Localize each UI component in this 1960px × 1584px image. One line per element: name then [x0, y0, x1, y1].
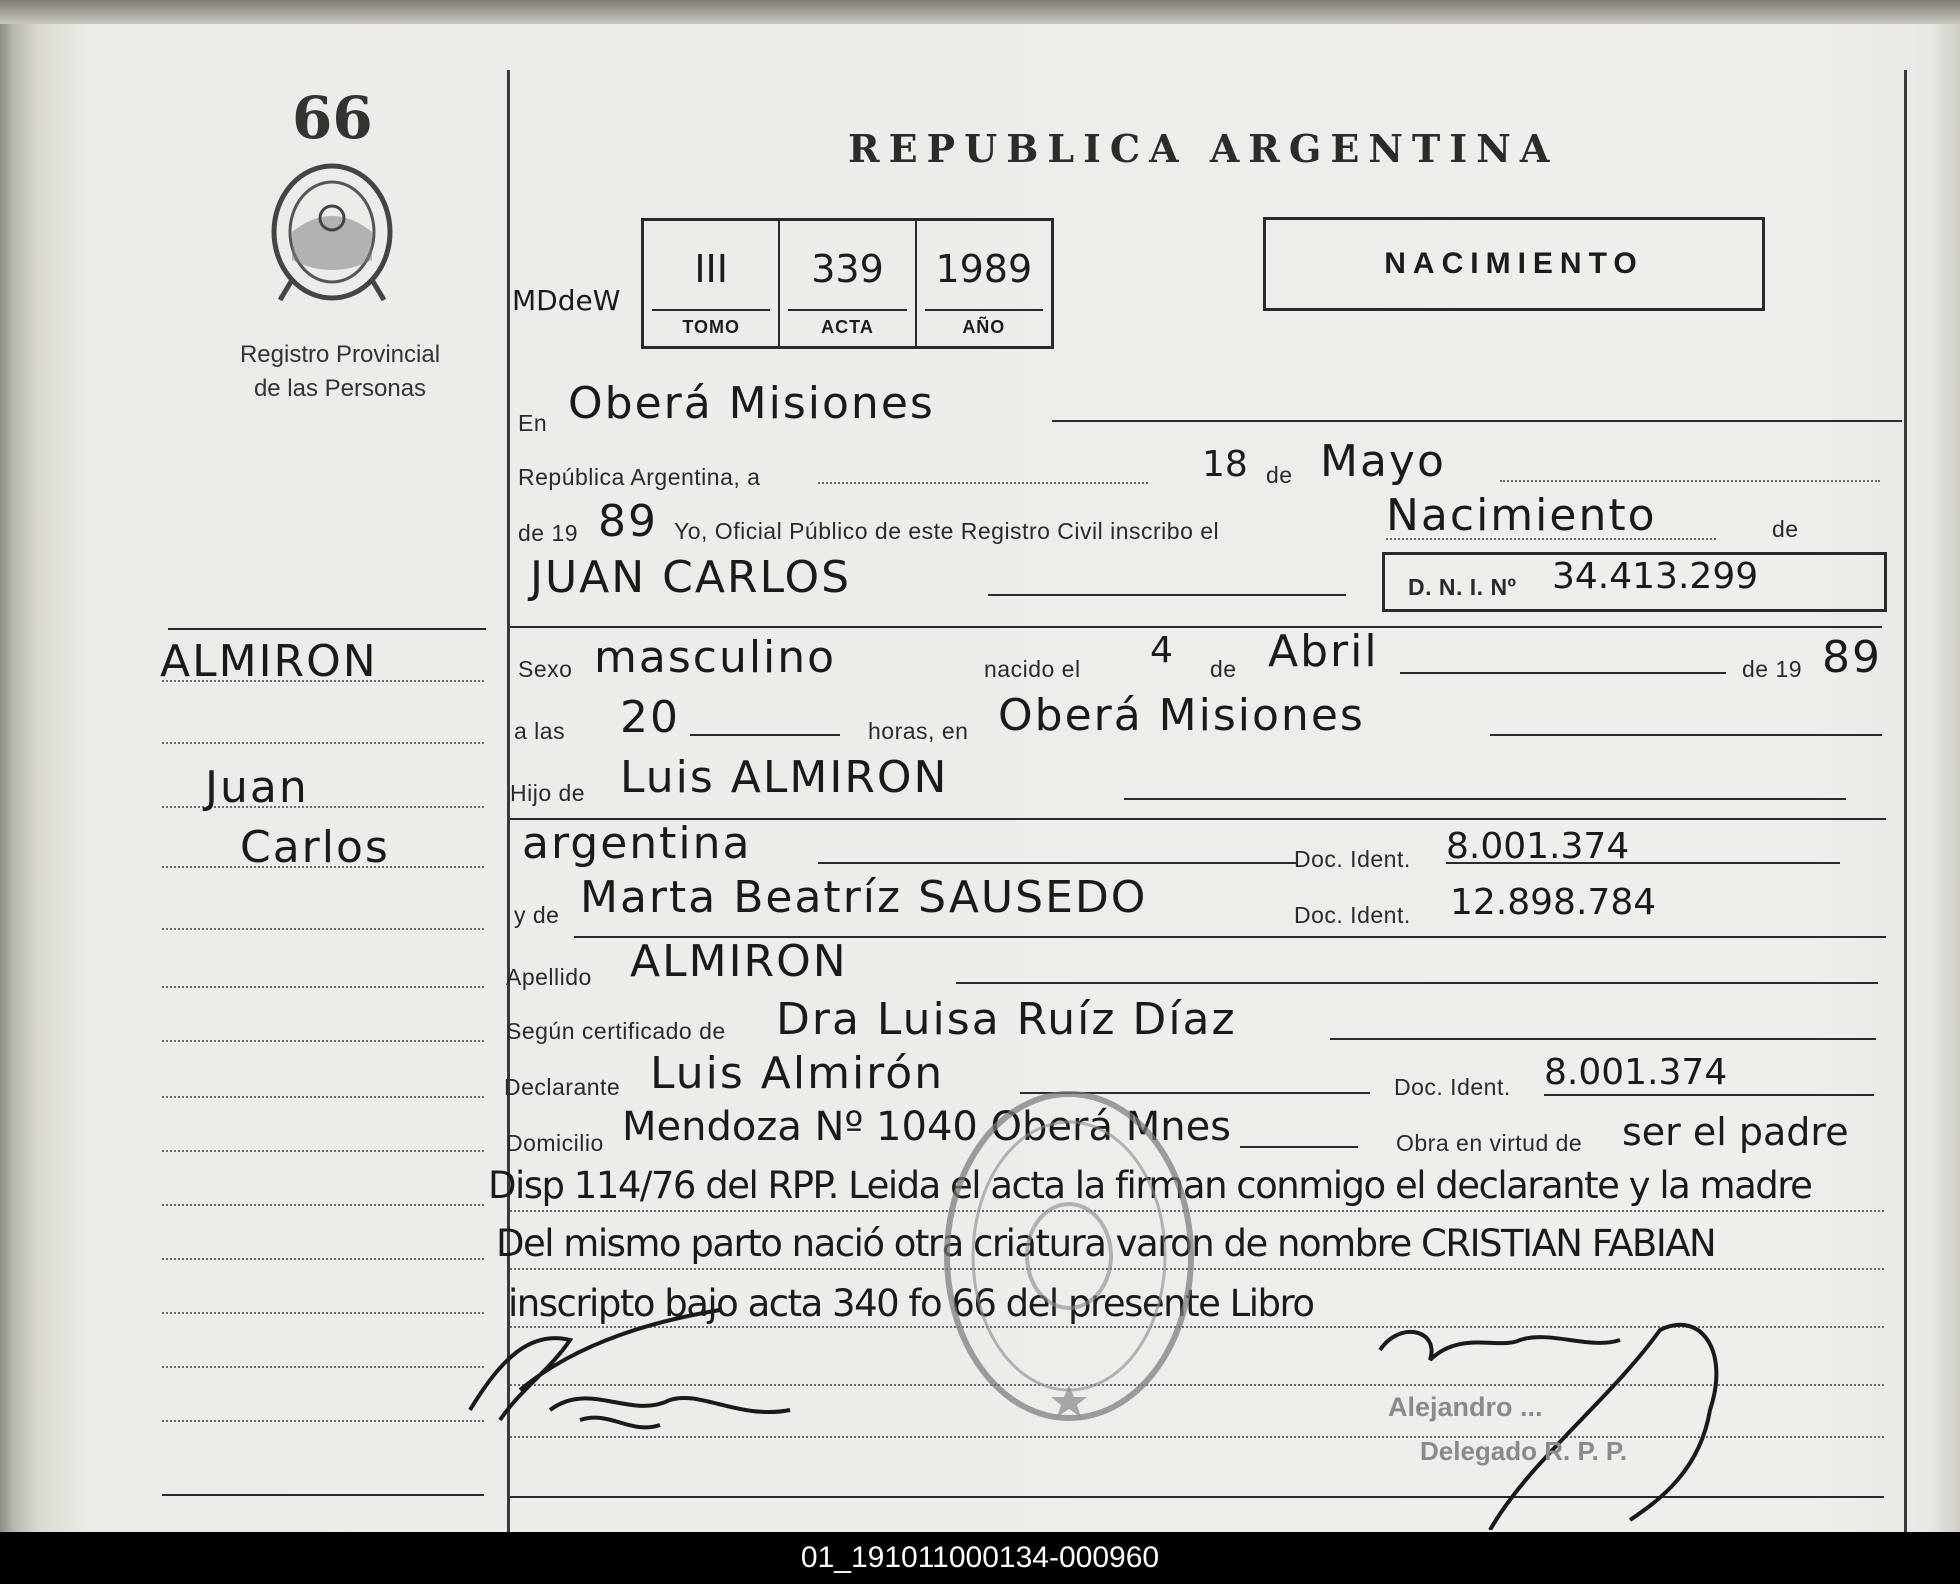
fill-line	[1500, 480, 1880, 482]
fill-line	[1330, 1038, 1876, 1040]
label-declarante-doc: Doc. Ident.	[1394, 1074, 1511, 1100]
tomo-label: TOMO	[682, 317, 740, 337]
page-number: 66	[292, 84, 373, 152]
margin-name-1: Juan	[205, 762, 309, 813]
value-obra: ser el padre	[1622, 1110, 1849, 1154]
value-madre: Marta Beatríz SAUSEDO	[580, 872, 1148, 923]
value-apellido: ALMIRON	[630, 936, 848, 987]
label-de-tipo: de	[1772, 516, 1799, 542]
value-lugar: Oberá Misiones	[568, 378, 935, 429]
value-certificado: Dra Luisa Ruíz Díaz	[776, 994, 1237, 1045]
margin-dotted-line	[162, 1312, 484, 1314]
value-declarante: Luis Almirón	[650, 1048, 945, 1099]
country-title: REPUBLICA ARGENTINA	[848, 126, 1559, 171]
value-hora: 20	[620, 692, 680, 743]
label-segun: Según certificado de	[506, 1018, 726, 1044]
acta-value: 339	[811, 247, 884, 291]
value-nombres: JUAN CARLOS	[530, 552, 852, 603]
declarant-signature	[460, 1300, 800, 1440]
margin-rule	[168, 628, 486, 630]
label-en: En	[518, 410, 548, 436]
label-yde: y de	[514, 902, 560, 928]
value-dni: 34.413.299	[1552, 556, 1759, 597]
label-republica: República Argentina, a	[518, 464, 761, 490]
fill-line	[1446, 862, 1840, 864]
fill-line	[988, 594, 1346, 596]
margin-name-2: Carlos	[240, 822, 390, 873]
ano-label: AÑO	[962, 317, 1006, 337]
value-madre-doc: 12.898.784	[1450, 882, 1657, 923]
margin-dotted-line	[162, 1096, 484, 1098]
fill-line	[1240, 1146, 1358, 1148]
value-domicilio: Mendoza Nº 1040 Oberá Mnes	[622, 1104, 1232, 1150]
label-de: de	[1210, 656, 1237, 682]
label-alas: a las	[514, 718, 566, 744]
fill-line	[956, 982, 1878, 984]
margin-dotted-line	[162, 1420, 484, 1422]
margin-dotted-line	[162, 1150, 484, 1152]
tomo-cell	[644, 221, 780, 346]
ano-value: 1989	[935, 247, 1033, 291]
label-apellido: Apellido	[506, 964, 592, 990]
fill-line	[1124, 798, 1846, 800]
value-nac-lugar: Oberá Misiones	[998, 690, 1365, 741]
value-tipo: Nacimiento	[1386, 490, 1657, 541]
value-nacionalidad: argentina	[522, 818, 752, 869]
margin-dotted-line	[162, 928, 484, 930]
label-de19-nac: de 19	[1742, 656, 1803, 682]
value-dia: 18	[1202, 444, 1248, 485]
fill-line	[1400, 672, 1726, 674]
value-mes: Mayo	[1320, 436, 1446, 487]
fill-line	[1544, 1094, 1874, 1096]
official-role-stamp: Delegado R. P. P.	[1420, 1436, 1628, 1466]
margin-dotted-line	[162, 986, 484, 988]
margin-rule	[162, 1494, 484, 1496]
image-id-footer: 01_191011000134-000960	[0, 1532, 1960, 1584]
value-nac-dia: 4	[1150, 630, 1173, 671]
registro-provincial-label	[200, 338, 480, 406]
note-line-3: inscripto bajo acta 340 fo 66 del presente Libro	[508, 1282, 1314, 1325]
right-border	[1904, 70, 1907, 1532]
note-line-2: Del mismo parto nació otra criatura varon de nombre CRISTIAN FABIAN	[496, 1222, 1716, 1265]
value-nac-mes: Abril	[1268, 626, 1379, 677]
label-de: de	[1266, 462, 1293, 488]
act-type-box: NACIMIENTO	[1263, 217, 1765, 311]
label-declarante: Declarante	[504, 1074, 621, 1100]
section-rule	[510, 626, 1882, 628]
label-madre-doc: Doc. Ident.	[1294, 902, 1411, 928]
label-oficial: Yo, Oficial Público de este Registro Civil inscribo el	[674, 518, 1220, 544]
fill-line	[1386, 538, 1716, 540]
label-obra: Obra en virtud de	[1396, 1130, 1583, 1156]
label-padre-doc: Doc. Ident.	[1294, 846, 1411, 872]
tomo-value: III	[694, 247, 728, 291]
fill-line	[1490, 734, 1882, 736]
fill-line	[818, 482, 1148, 484]
label-hijo: Hijo de	[510, 780, 586, 806]
fill-line	[818, 862, 1298, 864]
official-name-stamp: Alejandro ...	[1388, 1392, 1543, 1422]
value-padre-doc: 8.001.374	[1446, 826, 1630, 867]
label-domicilio: Domicilio	[506, 1130, 604, 1156]
value-declarante-doc: 8.001.374	[1544, 1052, 1728, 1093]
margin-dotted-line	[162, 1204, 484, 1206]
label-dni: D. N. I. Nº	[1408, 574, 1517, 600]
label-nacido: nacido el	[984, 656, 1081, 682]
acta-cell	[780, 221, 916, 346]
fill-line	[690, 734, 840, 736]
provincial-seal-icon	[262, 160, 402, 306]
margin-note: MDdeW	[512, 284, 621, 317]
ano-cell	[917, 221, 1051, 346]
label-de19: de 19	[518, 520, 579, 546]
registro-line-2: de las Personas	[253, 375, 427, 402]
margin-dotted-line	[162, 1040, 484, 1042]
label-horas: horas, en	[868, 718, 969, 744]
margin-dotted-line	[162, 1258, 484, 1260]
registro-line-1: Registro Provincial	[239, 341, 441, 368]
acta-table	[641, 218, 1054, 349]
acta-label: ACTA	[821, 317, 874, 337]
value-sexo: masculino	[594, 632, 837, 683]
margin-dotted-line	[162, 1366, 484, 1368]
fill-line	[1052, 420, 1902, 422]
margin-surname: ALMIRON	[160, 636, 378, 687]
note-line-1: Disp 114/76 del RPP. Leida el acta la firman conmigo el declarante y la madre	[488, 1164, 1812, 1207]
value-padre: Luis ALMIRON	[620, 752, 949, 803]
margin-dotted-line	[162, 742, 484, 744]
label-sexo: Sexo	[518, 656, 573, 682]
value-anio: 89	[598, 496, 658, 547]
official-stamp-seal	[938, 1085, 1200, 1427]
value-nac-anio: 89	[1822, 632, 1882, 683]
